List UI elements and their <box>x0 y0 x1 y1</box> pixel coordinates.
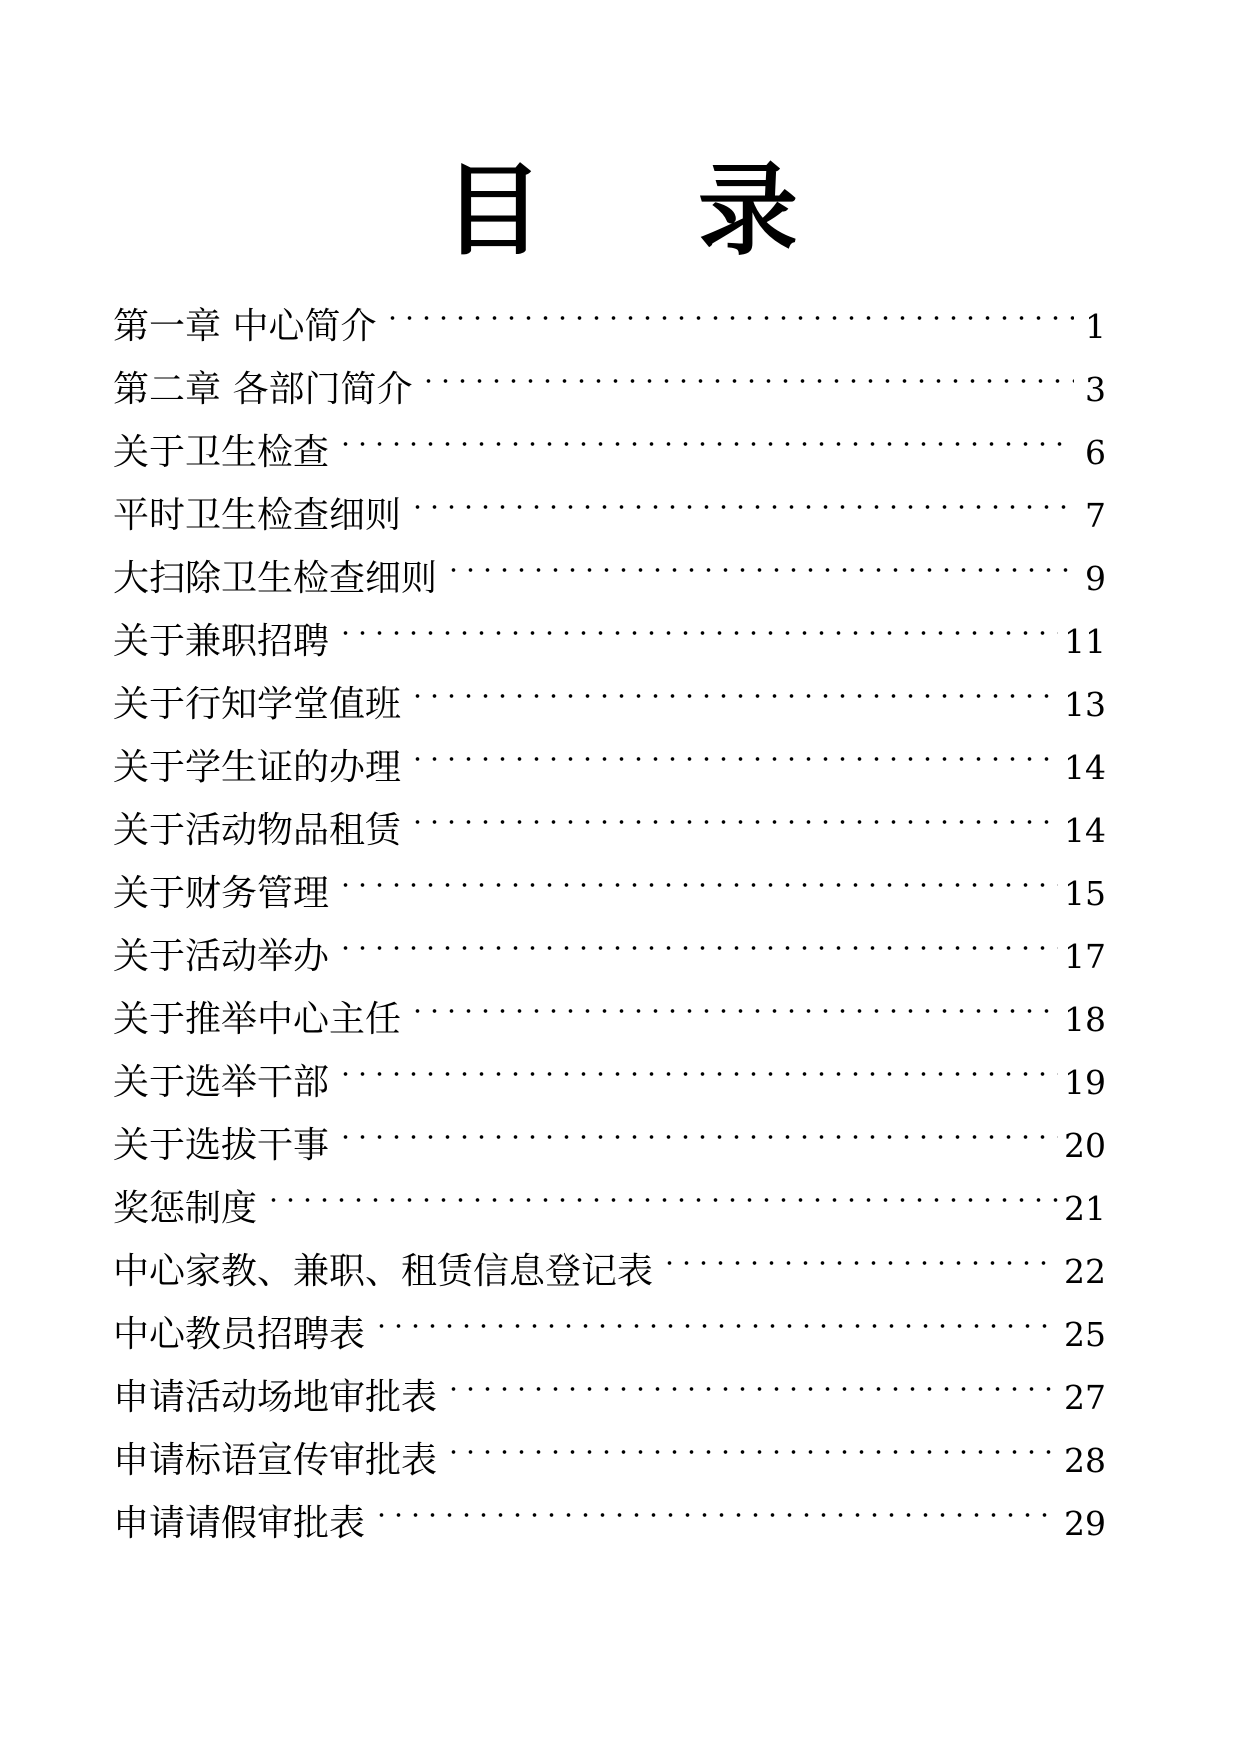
dot-leader <box>409 716 1058 779</box>
toc-entry-label: 关于行知学堂值班 <box>113 684 402 725</box>
toc-entry-page-number: 20 <box>1064 1126 1106 1165</box>
toc-entry-label: 平时卫生检查细则 <box>113 495 402 536</box>
toc-entry-label: 申请标语宣传审批表 <box>113 1440 438 1481</box>
dot-leader <box>337 842 1058 905</box>
dot-leader <box>409 968 1058 1031</box>
toc-entry-page-number: 14 <box>1064 811 1106 850</box>
toc-entry-page-number: 1 <box>1085 307 1106 346</box>
toc-entry-label: 关于学生证的办理 <box>113 747 402 788</box>
page-title: 目 录 <box>443 151 858 269</box>
toc-entry-page-number: 27 <box>1064 1378 1106 1417</box>
dot-leader <box>373 1283 1058 1346</box>
dot-leader <box>420 338 1074 401</box>
toc-entry-page-number: 29 <box>1064 1504 1106 1543</box>
toc-entry-label: 第一章 中心简介 <box>113 306 377 347</box>
toc-entry-page-number: 28 <box>1064 1441 1106 1480</box>
dot-leader <box>337 1031 1058 1094</box>
dot-leader <box>265 1157 1058 1220</box>
toc-entry-label: 关于兼职招聘 <box>113 621 330 662</box>
dot-leader <box>409 779 1058 842</box>
toc-entry-page-number: 7 <box>1085 496 1106 535</box>
toc-entry-label: 关于财务管理 <box>113 873 330 914</box>
toc-entry-page-number: 6 <box>1085 433 1106 472</box>
toc-entry-page-number: 25 <box>1064 1315 1106 1354</box>
toc-entry-label: 中心家教、兼职、租赁信息登记表 <box>113 1251 654 1292</box>
dot-leader <box>337 401 1074 464</box>
toc-entry-page-number: 3 <box>1085 370 1106 409</box>
toc-entry-label: 关于卫生检查 <box>113 432 330 473</box>
toc-entry-label: 奖惩制度 <box>113 1188 258 1229</box>
dot-leader <box>384 275 1074 338</box>
toc-entry-page-number: 22 <box>1064 1252 1106 1291</box>
table-of-contents <box>113 275 1106 1544</box>
toc-entry-label: 申请活动场地审批表 <box>113 1377 438 1418</box>
toc-entry-page-number: 14 <box>1064 748 1106 787</box>
dot-leader <box>445 527 1074 590</box>
toc-entry-label: 第二章 各部门简介 <box>113 369 413 410</box>
toc-entry-label: 大扫除卫生检查细则 <box>113 558 438 599</box>
dot-leader <box>409 653 1058 716</box>
toc-entry-label: 关于选拔干事 <box>113 1125 330 1166</box>
toc-entry-label: 申请请假审批表 <box>113 1503 366 1544</box>
toc-entry-page-number: 17 <box>1064 937 1106 976</box>
toc-entry[interactable] <box>113 275 1106 347</box>
dot-leader <box>337 590 1058 653</box>
dot-leader <box>337 905 1058 968</box>
dot-leader <box>373 1472 1058 1535</box>
toc-entry-label: 关于推举中心主任 <box>113 999 402 1040</box>
toc-entry-page-number: 21 <box>1064 1189 1106 1228</box>
toc-entry-page-number: 13 <box>1064 685 1106 724</box>
toc-entry-page-number: 19 <box>1064 1063 1106 1102</box>
dot-leader <box>409 464 1074 527</box>
dot-leader <box>337 1094 1058 1157</box>
toc-entry-page-number: 18 <box>1064 1000 1106 1039</box>
toc-entry-page-number: 9 <box>1085 559 1106 598</box>
toc-entry-label: 中心教员招聘表 <box>113 1314 366 1355</box>
toc-entry-page-number: 15 <box>1064 874 1106 913</box>
dot-leader <box>445 1346 1058 1409</box>
toc-entry-label: 关于选举干部 <box>113 1062 330 1103</box>
toc-entry-label: 关于活动举办 <box>113 936 330 977</box>
dot-leader <box>445 1409 1058 1472</box>
toc-entry-label: 关于活动物品租赁 <box>113 810 402 851</box>
dot-leader <box>661 1220 1058 1283</box>
toc-entry-page-number: 11 <box>1064 622 1106 661</box>
